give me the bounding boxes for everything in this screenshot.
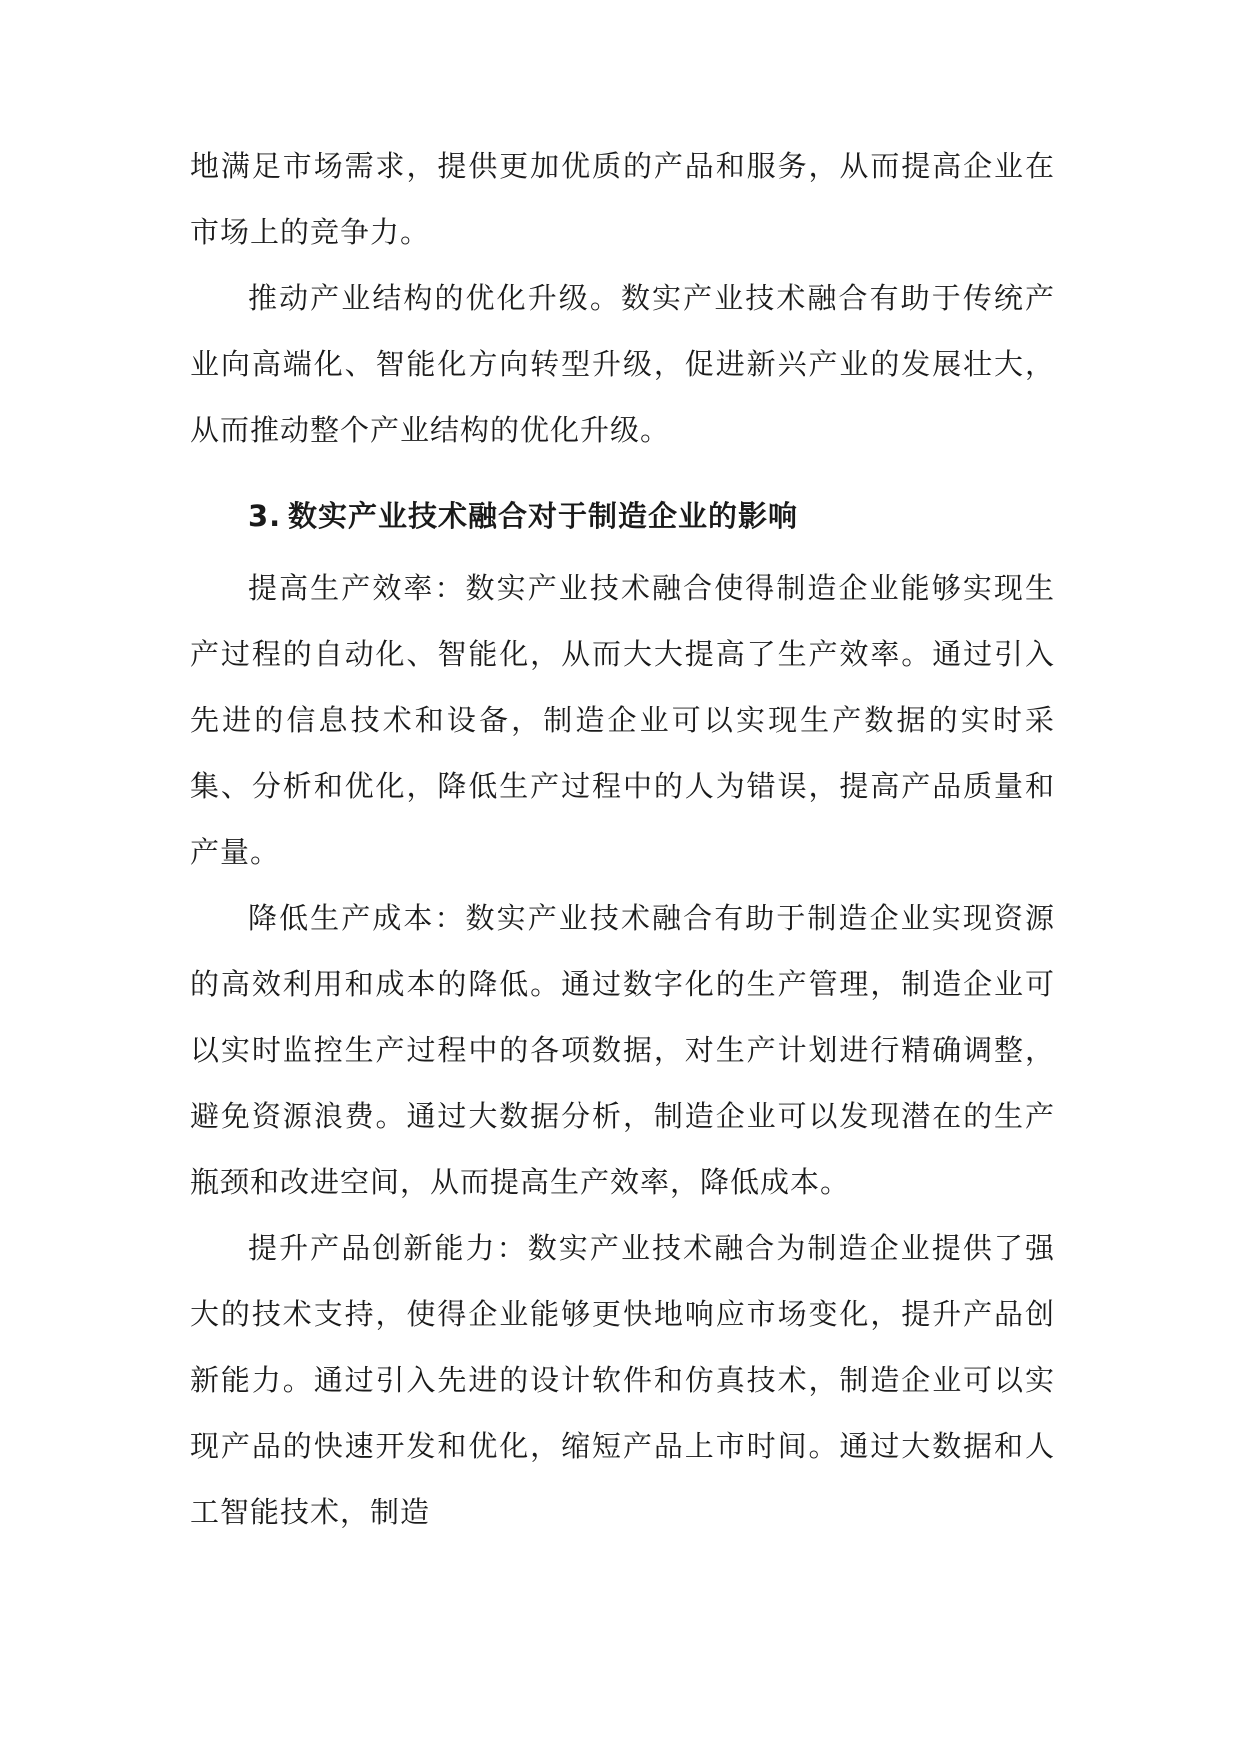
- paragraph-industry-upgrade: 推动产业结构的优化升级。数实产业技术融合有助于传统产业向高端化、智能化方向转型升级，促进新兴产业的发展壮大，从而推动整个产业结构的优化升级。: [190, 281, 1055, 447]
- paragraph-production-efficiency: 提高生产效率：数实产业技术融合使得制造企业能够实现生产过程的自动化、智能化，从而大大提高了生产效率。通过引入先进的信息技术和设备，制造企业可以实现生产数据的实时采集、分析和优化，降低生产过程中的人为错误，提高产品质量和产量。: [190, 571, 1055, 869]
- section-title: 数实产业技术融合对于制造企业的影响: [288, 499, 799, 533]
- section-number: 3.: [248, 499, 282, 533]
- paragraph-production-cost: 降低生产成本：数实产业技术融合有助于制造企业实现资源的高效利用和成本的降低。通过数字化的生产管理，制造企业可以实时监控生产过程中的各项数据，对生产计划进行精确调整，避免资源浪费。通过大数据分析，制造企业可以发现潜在的生产瓶颈和改进空间，从而提高生产效率，降低成本。: [190, 901, 1055, 1199]
- paragraph-product-innovation: 提升产品创新能力：数实产业技术融合为制造企业提供了强大的技术支持，使得企业能够更快地响应市场变化，提升产品创新能力。通过引入先进的设计软件和仿真技术，制造企业可以实现产品的快速开发和优化，缩短产品上市时间。通过大数据和人工智能技术，制造: [190, 1231, 1055, 1529]
- section-text-block: [190, 555, 1055, 1545]
- paragraph-continuation: 地满足市场需求，提供更加优质的产品和服务，从而提高企业在市场上的竞争力。: [190, 149, 1055, 249]
- section-heading: [248, 496, 798, 536]
- top-text-block: [190, 133, 1055, 463]
